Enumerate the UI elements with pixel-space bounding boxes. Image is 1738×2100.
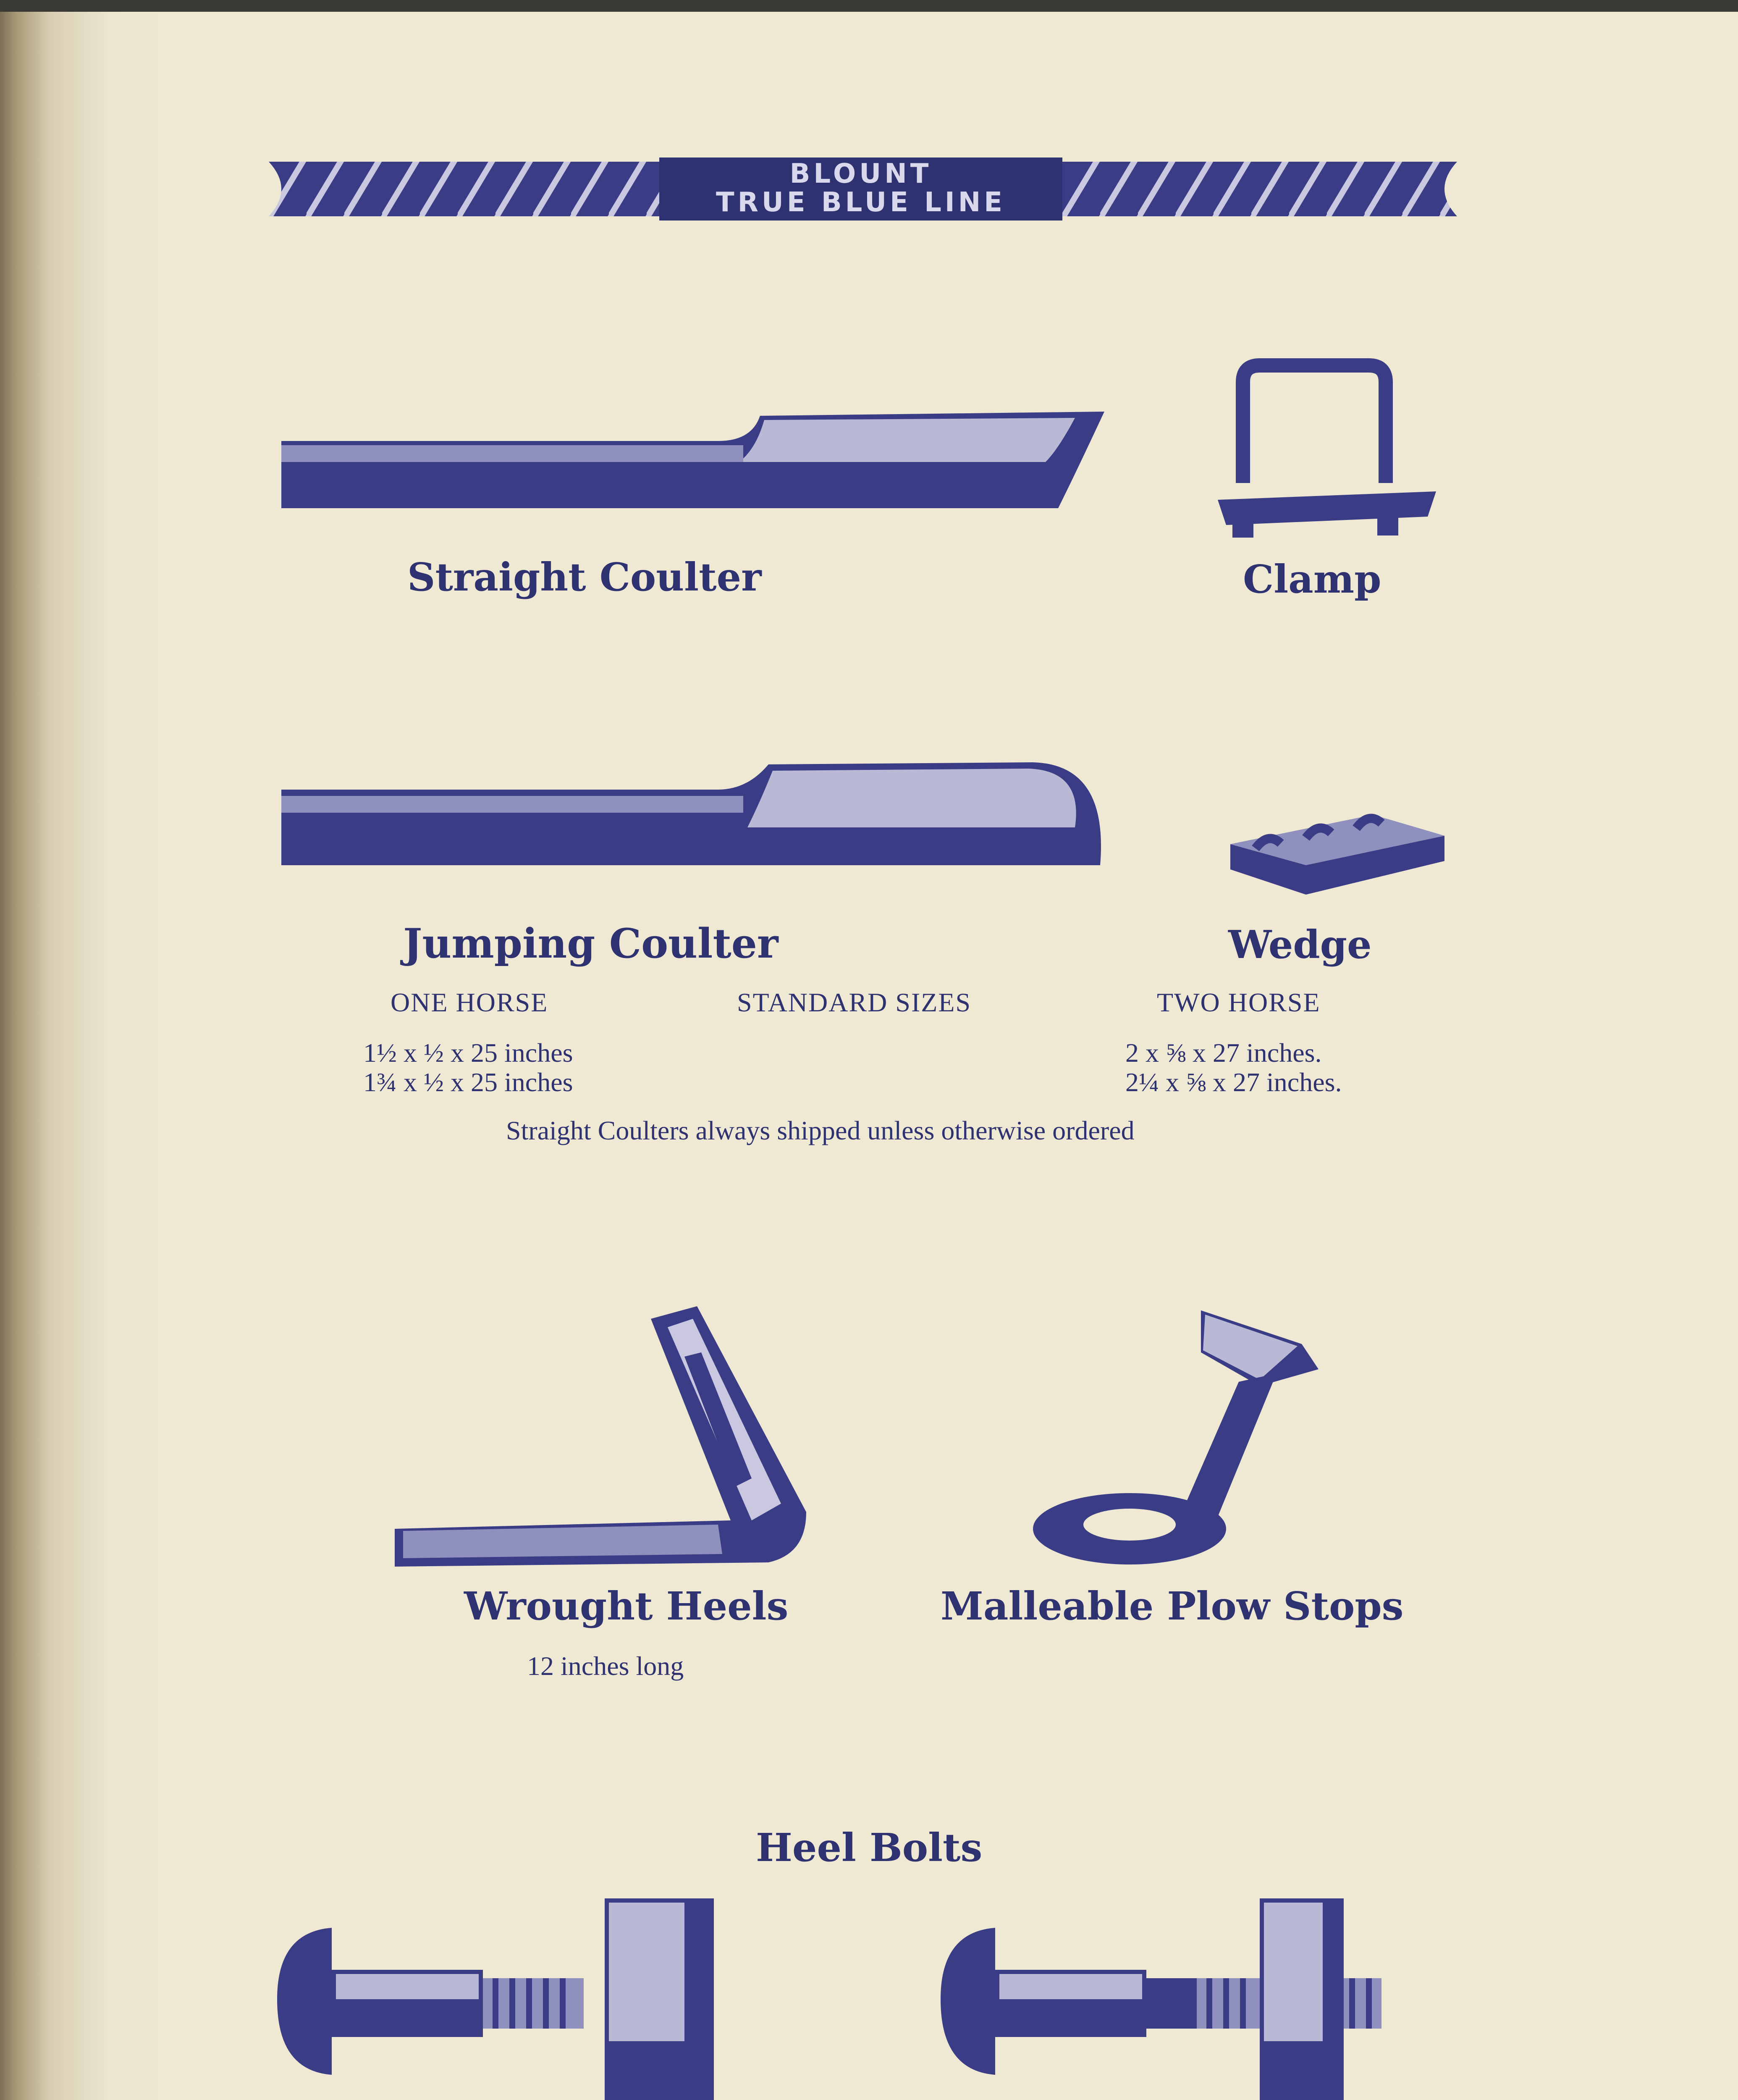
wrought-heels-note: 12 inches long	[527, 1651, 684, 1681]
light-round-tail-nut-image	[932, 1894, 1453, 2100]
two-horse-heading: TWO HORSE	[1157, 987, 1321, 1017]
clamp-image	[1214, 357, 1449, 542]
wedge-image	[1222, 790, 1449, 903]
heel-bolts-heading: Heel Bolts	[756, 1825, 983, 1870]
one-horse-size-2: 1¾ x ½ x 25 inches	[363, 1067, 573, 1097]
straight-coulter-label: Straight Coulter	[407, 554, 762, 600]
wrought-heels-label: Wrought Heels	[464, 1583, 789, 1629]
banner-line-2: TRUE BLUE LINE	[716, 187, 1006, 218]
wrought-heels-image	[391, 1302, 819, 1571]
one-horse-heading: ONE HORSE	[391, 987, 548, 1017]
jumping-coulter-image	[277, 756, 1117, 874]
banner-line-1: BLOUNT	[789, 158, 932, 189]
two-horse-size-2: 2¼ x ⅝ x 27 inches.	[1125, 1067, 1342, 1097]
banner-title	[659, 160, 1062, 217]
straight-coulter-image	[277, 403, 1117, 512]
one-horse-size-1: 1½ x ½ x 25 inches	[363, 1038, 573, 1068]
two-horse-size-1: 2 x ⅝ x 27 inches.	[1125, 1038, 1322, 1068]
clamp-label: Clamp	[1243, 556, 1381, 602]
wedge-label: Wedge	[1228, 922, 1372, 967]
standard-sizes-heading: STANDARD SIZES	[737, 987, 972, 1017]
page-top-edge	[0, 0, 1738, 12]
coulter-shipping-note: Straight Coulters always shipped unless otherwise ordered	[506, 1116, 1135, 1145]
thick-round-tail-nut-image	[269, 1894, 789, 2100]
malleable-plow-stops-label: Malleable Plow Stops	[941, 1583, 1404, 1629]
jumping-coulter-label: Jumping Coulter	[403, 920, 779, 967]
malleable-plow-stops-image	[1025, 1302, 1335, 1571]
